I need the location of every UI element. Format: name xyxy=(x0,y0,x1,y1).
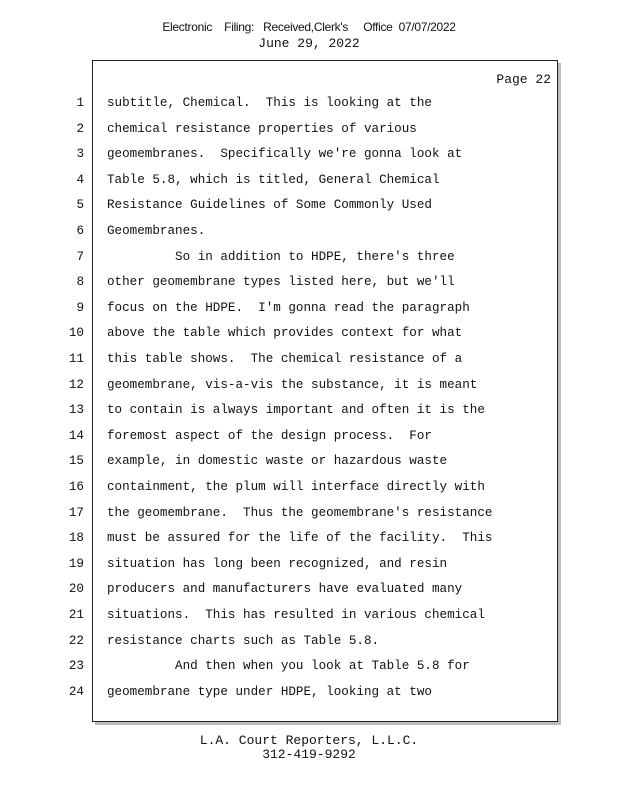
transcript-line: foremost aspect of the design process. For xyxy=(107,428,432,443)
transcript-date: June 29, 2022 xyxy=(258,36,360,51)
line-number: 10 xyxy=(68,326,84,341)
line-number: 14 xyxy=(68,428,84,443)
filing-stamp: Electronic Filing: Received,Clerk's Office 07/07/2022 xyxy=(162,20,456,34)
transcript-line: geomembrane type under HDPE, looking at two xyxy=(107,684,432,699)
footer-phone: 312-419-9292 xyxy=(262,747,356,762)
line-number: 9 xyxy=(76,300,84,315)
line-number: 12 xyxy=(68,377,84,392)
transcript-line: And then when you look at Table 5.8 for xyxy=(107,659,470,674)
transcript-line: must be assured for the life of the facility. This xyxy=(107,531,493,546)
transcript-line: geomembranes. Specifically we're gonna look at xyxy=(107,147,463,162)
transcript-line: producers and manufacturers have evaluated many xyxy=(107,582,463,597)
transcript-line: focus on the HDPE. I'm gonna read the paragraph xyxy=(107,300,470,315)
line-number: 19 xyxy=(68,556,84,571)
line-number: 2 xyxy=(76,121,84,136)
line-number: 17 xyxy=(68,505,84,520)
transcript-line: above the table which provides context for what xyxy=(107,326,463,341)
transcript-line: So in addition to HDPE, there's three xyxy=(107,249,455,264)
line-number: 18 xyxy=(68,531,84,546)
transcript-line: other geomembrane types listed here, but we'll xyxy=(107,275,455,290)
transcript-line: Geomembranes. xyxy=(107,224,206,238)
transcript-line: the geomembrane. Thus the geomembrane's resistance xyxy=(107,505,493,520)
line-number: 24 xyxy=(68,684,84,699)
page-number: Page 22 xyxy=(496,72,551,87)
line-number: 3 xyxy=(76,147,84,162)
transcript-line: this table shows. The chemical resistance of a xyxy=(107,352,463,366)
transcript-line: containment, the plum will interface directly with xyxy=(107,480,485,494)
transcript-line: to contain is always important and often it is the xyxy=(107,403,485,418)
transcript-line: example, in domestic waste or hazardous waste xyxy=(107,454,448,469)
line-number: 4 xyxy=(76,172,84,187)
transcript-line: geomembrane, vis-a-vis the substance, it is meant xyxy=(107,377,478,392)
line-number: 20 xyxy=(68,582,84,597)
transcript-line: Table 5.8, which is titled, General Chemical xyxy=(107,172,440,187)
line-number: 16 xyxy=(68,480,84,494)
transcript-line: Resistance Guidelines of Some Commonly Used xyxy=(107,198,432,213)
line-number: 7 xyxy=(76,249,84,264)
line-number: 5 xyxy=(76,198,84,213)
line-number: 23 xyxy=(68,659,84,674)
transcript-line: situations. This has resulted in various chemical xyxy=(107,608,485,622)
transcript-line: chemical resistance properties of various xyxy=(107,121,417,136)
line-number: 22 xyxy=(68,633,84,648)
transcript-line: resistance charts such as Table 5.8. xyxy=(107,633,380,648)
footer-company: L.A. Court Reporters, L.L.C. xyxy=(199,733,419,748)
line-number: 11 xyxy=(68,352,84,366)
line-number: 1 xyxy=(76,96,84,110)
transcript-line: situation has long been recognized, and resin xyxy=(107,556,448,571)
line-number: 6 xyxy=(76,224,84,238)
line-number: 8 xyxy=(76,275,84,290)
line-number: 13 xyxy=(68,403,84,418)
line-number: 15 xyxy=(68,454,84,469)
line-number: 21 xyxy=(68,608,84,622)
transcript-line: subtitle, Chemical. This is looking at the xyxy=(107,96,432,110)
